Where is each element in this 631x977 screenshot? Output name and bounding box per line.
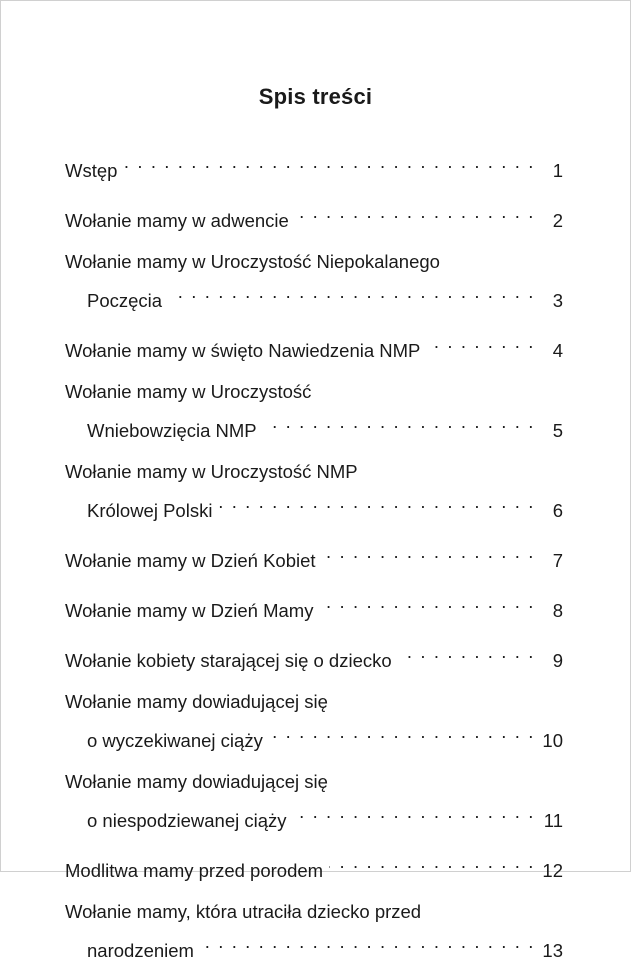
toc-entry: [65, 327, 563, 366]
dot-leader: [269, 717, 535, 747]
toc-entry-title-line2: Królowej Polski: [87, 500, 213, 521]
toc-entry: [65, 847, 563, 886]
toc-entry: [65, 537, 563, 576]
toc-page-number: 1: [552, 160, 563, 181]
toc-entry-title: Wstęp: [65, 160, 118, 181]
toc-entry-title: Modlitwa mamy przed porodem: [65, 860, 324, 881]
toc-entry-title: Wołanie kobiety starającej się o dziecko: [65, 650, 392, 671]
toc-entry-title-line1: Wołanie mamy w Uroczystość: [65, 381, 312, 402]
toc-entry-title-line2: narodzeniem: [87, 940, 194, 961]
toc-entry-title-line1: Wołanie mamy w Uroczystość NMP: [65, 461, 358, 482]
toc-entry-title-line2: o niespodziewanej ciąży: [87, 810, 287, 831]
dot-leader: [319, 587, 535, 617]
toc-entry-title-line1: Wołanie mamy, która utraciła dziecko przed: [65, 901, 422, 922]
toc-entry-title: Wołanie mamy w Dzień Mamy: [65, 600, 314, 621]
toc-entry-title-line2: o wyczekiwanej ciąży: [87, 730, 263, 751]
toc-page-number: 2: [552, 210, 563, 231]
toc-entry: [65, 197, 563, 236]
dot-leader: [123, 147, 535, 177]
toc-page-number: 7: [552, 550, 563, 571]
toc-entry-title-line2: Wniebowzięcia NMP: [87, 420, 257, 441]
toc-entry-title: Wołanie mamy w Dzień Kobiet: [65, 550, 316, 571]
dot-leader: [398, 637, 535, 667]
toc-entry: [65, 897, 563, 966]
dot-leader: [263, 407, 535, 437]
toc-entry-title-line2: Poczęcia: [87, 290, 163, 311]
dot-leader: [200, 927, 535, 957]
toc-entry: [65, 147, 563, 186]
dot-leader: [329, 847, 535, 877]
dot-leader: [293, 797, 535, 827]
toc-entry-title-line1: Wołanie mamy dowiadującej się: [65, 771, 328, 792]
toc-page-number: 12: [542, 860, 563, 881]
toc-entry-title: Wołanie mamy w święto Nawiedzenia NMP: [65, 340, 421, 361]
dot-leader: [426, 327, 535, 357]
dot-leader: [295, 197, 535, 227]
toc-page-number: 11: [543, 810, 563, 831]
dot-leader: [322, 537, 535, 567]
toc-entry: [65, 767, 563, 836]
toc-entry: [65, 377, 563, 446]
toc-entry: [65, 637, 563, 676]
toc-page-number: 3: [552, 290, 563, 311]
toc-entry-title-line1: Wołanie mamy w Uroczystość Niepokalanego: [65, 251, 440, 272]
toc-page-number: 10: [542, 730, 563, 751]
dot-leader: [168, 277, 535, 307]
toc-entry: [65, 687, 563, 756]
dot-leader: [218, 487, 535, 517]
toc-entry: [65, 587, 563, 626]
toc-page-number: 9: [552, 650, 563, 671]
toc-page-number: 4: [552, 340, 563, 361]
page-title: Spis treści: [258, 84, 373, 109]
toc-page-number: 13: [542, 940, 563, 961]
toc-page-number: 5: [552, 420, 563, 441]
toc-entry: [65, 247, 563, 316]
table-of-contents: [65, 147, 563, 977]
toc-page-number: 8: [552, 600, 563, 621]
toc-page-number: 6: [552, 500, 563, 521]
toc-entry-title-line1: Wołanie mamy dowiadującej się: [65, 691, 328, 712]
toc-entry-title: Wołanie mamy w adwencie: [65, 210, 289, 231]
toc-entry: [65, 457, 563, 526]
